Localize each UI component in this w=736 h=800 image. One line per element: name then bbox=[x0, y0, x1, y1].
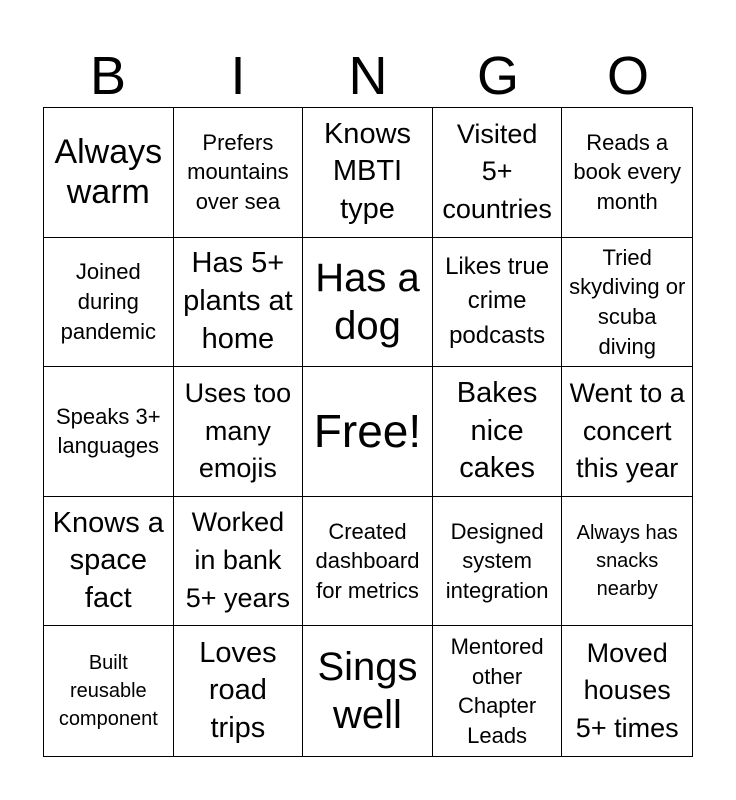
bingo-cell[interactable] bbox=[433, 367, 563, 497]
bingo-cell[interactable] bbox=[303, 626, 433, 756]
bingo-cell[interactable] bbox=[433, 626, 563, 756]
bingo-cell[interactable] bbox=[303, 108, 433, 238]
bingo-cell[interactable] bbox=[303, 497, 433, 627]
cell-text: Designed system integration bbox=[445, 518, 549, 603]
bingo-cell[interactable] bbox=[562, 108, 692, 238]
bingo-board bbox=[43, 107, 693, 757]
cell-text: Prefers mountains over sea bbox=[187, 129, 289, 215]
cell-text: Has a dog bbox=[315, 255, 420, 348]
bingo-cell[interactable] bbox=[562, 626, 692, 756]
cell-text: Always warm bbox=[54, 132, 163, 212]
cell-text: Built reusable component bbox=[58, 652, 158, 731]
header-letter-n: N bbox=[348, 46, 388, 106]
bingo-cell[interactable] bbox=[44, 367, 174, 497]
cell-text: Likes true crime podcasts bbox=[445, 252, 550, 350]
free-space-cell[interactable] bbox=[303, 367, 433, 497]
bingo-cell[interactable] bbox=[174, 367, 304, 497]
cell-text: Loves road trips bbox=[199, 636, 277, 745]
cell-text: Has 5+ plants at home bbox=[183, 247, 293, 355]
cell-text: Always has snacks nearby bbox=[576, 522, 678, 601]
cell-text: Uses too many emojis bbox=[184, 377, 292, 484]
header-letter-b: B bbox=[89, 46, 127, 106]
bingo-cell[interactable] bbox=[433, 238, 563, 368]
cell-text: Speaks 3+ languages bbox=[56, 403, 161, 459]
bingo-cell[interactable] bbox=[44, 626, 174, 756]
bingo-cell[interactable] bbox=[562, 367, 692, 497]
free-space-text: Free! bbox=[313, 405, 422, 458]
cell-text: Sings well bbox=[317, 645, 418, 738]
bingo-cell[interactable] bbox=[44, 238, 174, 368]
cell-text: Tried skydiving or scuba diving bbox=[569, 244, 686, 359]
bingo-cell[interactable] bbox=[44, 497, 174, 627]
bingo-cell[interactable] bbox=[562, 238, 692, 368]
cell-text: Bakes nice cakes bbox=[456, 376, 538, 485]
header-letter-o: O bbox=[606, 46, 649, 106]
bingo-header bbox=[43, 44, 693, 108]
bingo-cell[interactable] bbox=[174, 497, 304, 627]
bingo-cell[interactable] bbox=[174, 626, 304, 756]
bingo-cell[interactable] bbox=[174, 108, 304, 238]
header-letter-g: G bbox=[476, 46, 519, 106]
cell-text: Worked in bank 5+ years bbox=[185, 507, 291, 613]
bingo-cell[interactable] bbox=[44, 108, 174, 238]
cell-text: Knows MBTI type bbox=[323, 117, 412, 226]
cell-text: Knows a space fact bbox=[52, 506, 164, 614]
bingo-cell[interactable] bbox=[562, 497, 692, 627]
bingo-cell[interactable] bbox=[433, 497, 563, 627]
cell-text: Reads a book every month bbox=[573, 129, 681, 215]
cell-text: Mentored other Chapter Leads bbox=[450, 633, 544, 748]
cell-text: Visited 5+ countries bbox=[442, 118, 552, 225]
bingo-cell[interactable] bbox=[174, 238, 304, 368]
cell-text: Joined during pandemic bbox=[60, 259, 156, 344]
bingo-cell[interactable] bbox=[303, 238, 433, 368]
cell-text: Moved houses 5+ times bbox=[575, 637, 679, 744]
header-letter-i: I bbox=[230, 46, 246, 106]
cell-text: Created dashboard for metrics bbox=[315, 518, 420, 603]
cell-text: Went to a concert this year bbox=[569, 377, 685, 484]
bingo-cell[interactable] bbox=[433, 108, 563, 238]
